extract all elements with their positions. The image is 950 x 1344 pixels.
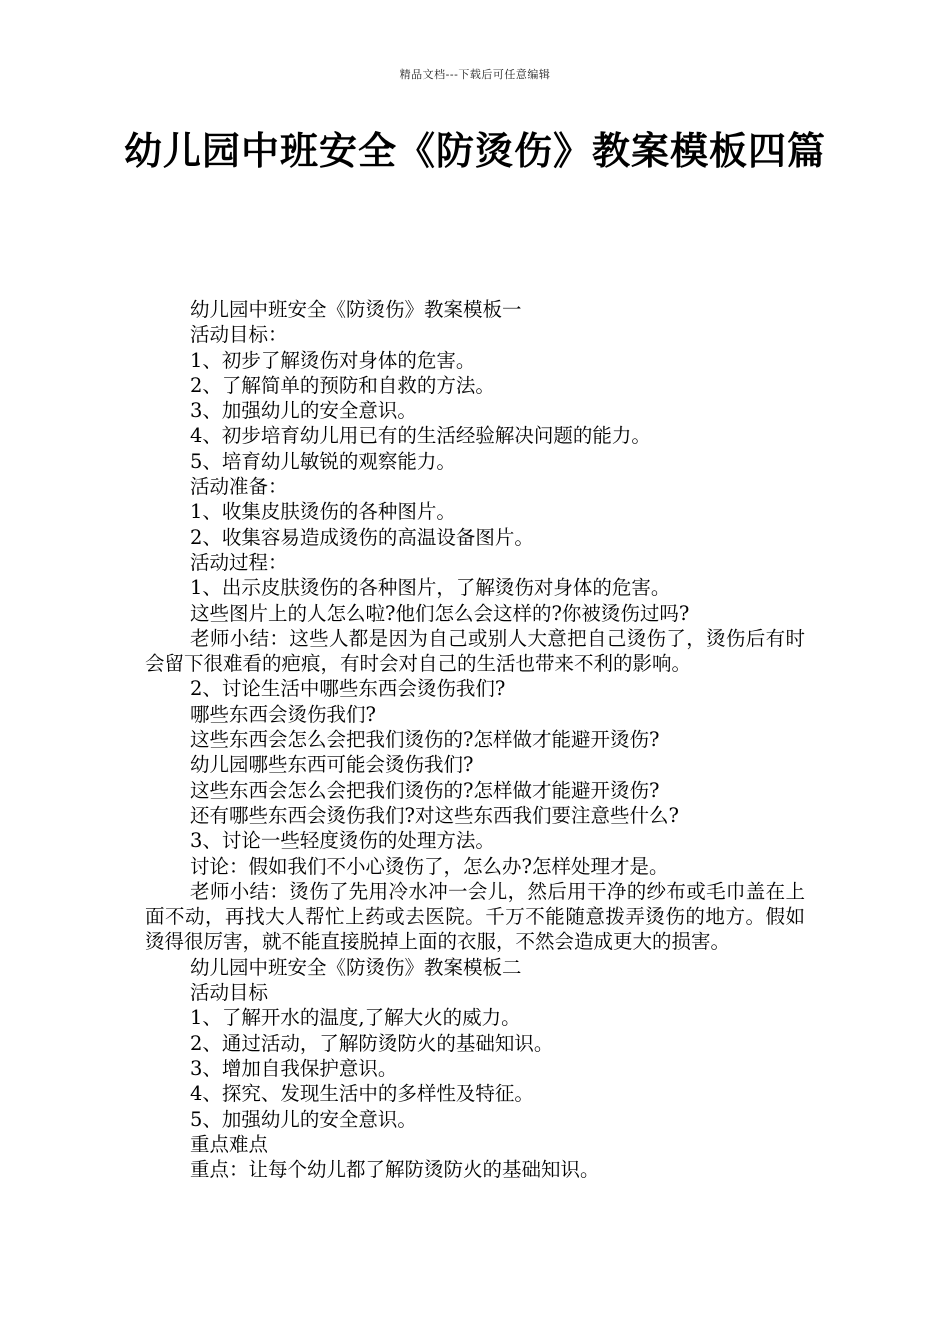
section-heading: 幼儿园中班安全《防烫伤》教案模板二 (190, 955, 522, 979)
subsection-heading: 活动过程： (190, 550, 288, 574)
list-item: 1、初步了解烫伤对身体的危害。 (190, 348, 476, 372)
paragraph: 哪些东西会烫伤我们? (190, 702, 376, 726)
paragraph: 还有哪些东西会烫伤我们?对这些东西我们要注意些什么? (190, 803, 679, 827)
subsection-heading: 活动目标： (190, 323, 288, 347)
paragraph: 重点：让每个幼儿都了解防烫防火的基础知识。 (190, 1158, 600, 1182)
list-item: 5、加强幼儿的安全意识。 (190, 1107, 417, 1131)
list-item: 4、探究、发现生活中的多样性及特征。 (190, 1082, 534, 1106)
list-item: 3、讨论一些轻度烫伤的处理方法。 (190, 829, 495, 853)
paragraph: 这些东西会怎么会把我们烫伤的?怎样做才能避开烫伤? (190, 728, 660, 752)
list-item: 5、培育幼儿敏锐的观察能力。 (190, 449, 456, 473)
teacher-summary: 老师小结：烫伤了先用冷水冲一会儿，然后用干净的纱布或毛巾盖在上面不动，再找大人帮忙上药或去医院。千万不能随意拨弄烫伤的地方。假如烫得很厉害，就不能直接脱掉上面的衣服，不然会造成更大的损害。 (145, 879, 805, 954)
paragraph: 幼儿园哪些东西可能会烫伤我们? (190, 753, 474, 777)
subsection-heading: 活动准备： (190, 475, 288, 499)
list-item: 4、初步培育幼儿用已有的生活经验解决问题的能力。 (190, 424, 651, 448)
document-body (145, 297, 805, 1182)
header-note: 精品文档---下载后可任意编辑 (399, 68, 551, 81)
list-item: 3、加强幼儿的安全意识。 (190, 399, 417, 423)
list-item: 2、了解简单的预防和自救的方法。 (190, 373, 495, 397)
list-item: 1、收集皮肤烫伤的各种图片。 (190, 500, 456, 524)
list-item: 2、通过活动，了解防烫防火的基础知识。 (190, 1031, 554, 1055)
subsection-heading: 重点难点 (190, 1132, 269, 1156)
list-item: 2、讨论生活中哪些东西会烫伤我们? (190, 677, 506, 701)
paragraph: 讨论：假如我们不小心烫伤了，怎么办?怎样处理才是。 (190, 854, 669, 878)
subsection-heading: 活动目标 (190, 981, 269, 1005)
list-item: 2、收集容易造成烫伤的高温设备图片。 (190, 525, 534, 549)
list-item: 1、了解开水的温度,了解大火的威力。 (190, 1006, 521, 1030)
list-item: 3、增加自我保护意识。 (190, 1056, 398, 1080)
teacher-summary: 老师小结：这些人都是因为自己或别人大意把自己烫伤了，烫伤后有时会留下很难看的疤痕，有时会对自己的生活也带来不利的影响。 (145, 626, 805, 676)
paragraph: 这些图片上的人怎么啦?他们怎么会这样的?你被烫伤过吗? (190, 601, 690, 625)
section-heading: 幼儿园中班安全《防烫伤》教案模板一 (190, 298, 522, 321)
paragraph: 这些东西会怎么会把我们烫伤的?怎样做才能避开烫伤? (190, 778, 660, 802)
document-title: 幼儿园中班安全《防烫伤》教案模板四篇 (123, 129, 826, 173)
list-item: 1、出示皮肤烫伤的各种图片，了解烫伤对身体的危害。 (190, 576, 671, 600)
